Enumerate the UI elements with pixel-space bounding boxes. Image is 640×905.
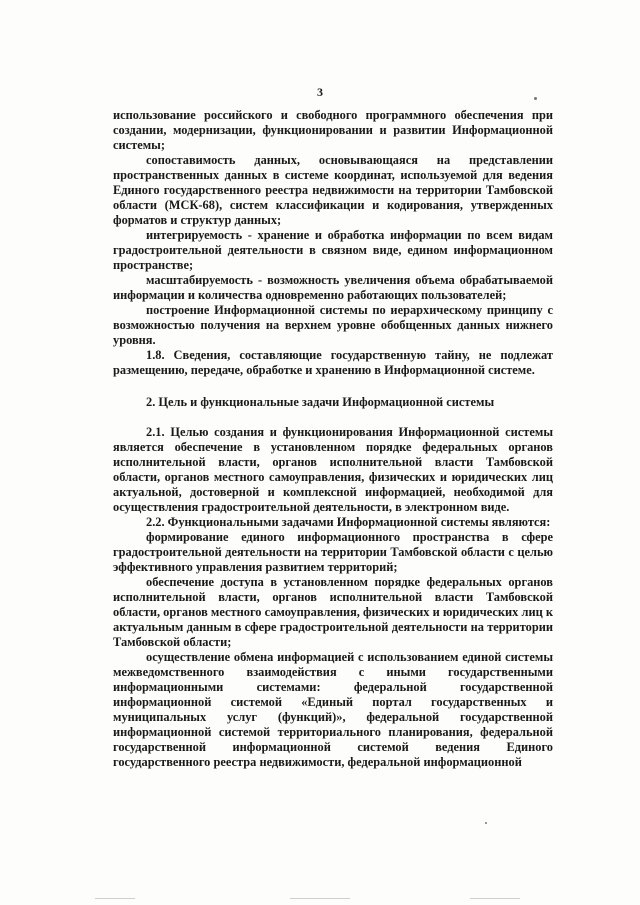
paragraph: осуществление обмена информацией с использованием единой системы межведомственного взаимодействия с иными государственными информационными системами: федеральной государственной информационной системой «Единый портал государственных и муниципальных услуг (функций)», федеральной государственной информационной системой территориального планирования, федеральной государственной информационной системой ведения Единого государственного реестра недвижимости, федеральной информационной — [113, 650, 553, 769]
paragraph: сопоставимость данных, основывающаяся на представлении пространственных данных в системе координат, используемой для ведения Единого государственного реестра недвижимости на территории Тамбовской области (МСК-68), систем классификации и кодирования, утвержденных форматов и структур данных; — [113, 153, 553, 227]
paragraph: масштабируемость - возможность увеличения объема обрабатываемой информации и количества одновременно работающих пользователей; — [113, 273, 553, 302]
paragraph: 2.1. Целью создания и функционирования Информационной системы является обеспечение в установленном порядке федеральных органов исполнительной власти, органов исполнительной власти Тамбовской области, органов местного самоуправления, физических и юридических лиц актуальной, достоверной и комплексной информацией, необходимой для осуществления градостроительной деятельности, в электронном виде. — [113, 425, 553, 514]
paragraph: 1.8. Сведения, составляющие государственную тайну, не подлежат размещению, передаче, обработке и хранению в Информационной системе. — [113, 348, 553, 377]
document-body — [113, 108, 553, 770]
paragraph: обеспечение доступа в установленном порядке федеральных органов исполнительной власти, органов исполнительной власти Тамбовской области, органов местного самоуправления, физических и юридических лиц к актуальным данным в сфере градостроительной деятельности на территории Тамбовской области; — [113, 575, 553, 649]
scan-line — [95, 898, 135, 899]
scan-speck — [485, 822, 487, 824]
paragraph: формирование единого информационного пространства в сфере градостроительной деятельности на территории Тамбовской области с целью эффективного управления развитием территорий; — [113, 530, 553, 574]
paragraph: использование российского и свободного программного обеспечения при создании, модернизации, функционировании и развитии Информационной системы; — [113, 108, 553, 152]
paragraph: построение Информационной системы по иерархическому принципу с возможностью получения на верхнем уровне обобщенных данных нижнего уровня. — [113, 303, 553, 347]
scan-speck — [534, 97, 537, 100]
paragraph: 2.2. Функциональными задачами Информационной системы являются: — [146, 515, 551, 529]
page-number: 3 — [317, 85, 323, 99]
scan-line — [470, 898, 520, 899]
paragraph: интегрируемость - хранение и обработка информации по всем видам градостроительной деятельности в связном виде, едином информационном пространстве; — [113, 228, 553, 272]
scan-line — [290, 898, 350, 899]
section-heading: 2. Цель и функциональные задачи Информационной системы — [146, 395, 495, 409]
